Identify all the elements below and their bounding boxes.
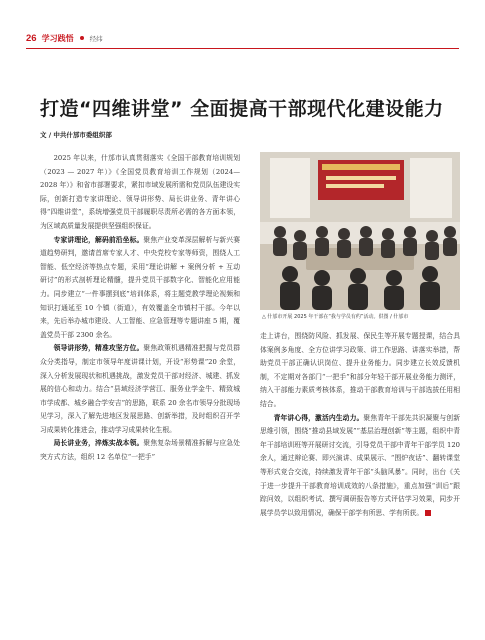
article-byline: 文 / 中共什邡市委组织部 <box>40 131 112 139</box>
meeting-photo <box>260 152 460 310</box>
page-number: 26 <box>26 32 37 44</box>
paragraph-lead: 专家讲理论，解码前沿坐标。 <box>53 235 144 244</box>
running-header <box>26 30 103 46</box>
section-name: 经纬 <box>89 34 103 43</box>
paragraph: 专家讲理论，解码前沿坐标。聚焦产业变革深层解析与新兴赛道趋势研判，邀请首席专家人才、中央党校专家等师资，围绕人工智能、低空经济等热点专题，采用“理论讲解 + 案例分析 + 互动研讨”的形式剖析理论精髓，提升党员干部数字化、智能化应用能力。同步建立“一件事摆到底”培训体系，将主题党教学理论视频和知识打通延至 10 个镇（街道），有效覆盖全市镇村干部。今年以来，先后举办城市建设、人工智能、应急管理等专题讲座 5 期，覆盖党员干部 2300 余名。 <box>40 235 241 339</box>
paragraph-lead: 青年讲心得，激活内生动力。 <box>273 413 364 422</box>
paragraph: 青年讲心得，激活内生动力。聚焦青年干部先共识凝聚与创新思维引领，围绕“推动县域发展”“基层治理创新”等主题，组织中青年干部培训班等开展研讨交流，引导党员干部中青年干部学员 120 余人，通过辩论赛、即兴演讲、成果展示、“围炉夜话”、翻转课堂等形式竞合交流，持续激发青年干部“头脑风暴”。同时，出台《关于进一步提升干部教育培训成效的八条措施》，重点加强“训后”跟踪问效，以组织考试、撰写调研报告等方式评估学习效果，同步开展学员学以致用情况，确保干部学有所思、学有所获。 <box>260 413 461 517</box>
meeting-photo-illustration <box>260 152 460 310</box>
bullet-dot-icon <box>80 36 84 40</box>
paragraph-lead: 领导讲形势，精准攻坚方位。 <box>53 344 144 353</box>
header-divider <box>26 48 459 49</box>
journal-name: 学习践悟 <box>41 33 74 43</box>
end-mark-icon <box>425 510 431 516</box>
article-title: 打造“四维讲堂” 全面提高干部现代化建设能力 <box>40 98 444 120</box>
paragraph-lead: 局长讲业务，淬炼实战本领。 <box>53 439 144 448</box>
paragraph: 2025 年以来，什邡市认真贯彻落实《全国干部教育培训规划（2023 — 2027 年）》《全国党员教育培训工作规划（2024—2028 年）》和省市部署要求，紧扣市域发展所需和党员队伍建设实际，创新打造专家讲理论、领导讲形势、局长讲业务、青年讲心得“四维讲堂”，系统增强党员干部履职尽责所必需的各方面本领，为区域高质量发展提供坚强组织保证。 <box>40 154 240 230</box>
body-column-right <box>260 330 460 520</box>
paragraph: 走上讲台，围绕防风险、抓发展、保民生等开展专题授课，结合具体案例多角度、全方位讲学习政策、讲工作思路、讲落实举措，帮助党员干部正确认识岗位、提升业务能力。同步建立长效反馈机制，不定期对各部门“一把手”和部分年轻干部开展业务能力测评，纳入干部能力素质考核体系，推动干部教育培训与干部选拔任用相结合。 <box>260 332 460 408</box>
paragraph: 领导讲形势，精准攻坚方位。聚焦政策机遇精准把握与党员群众分类指导，制定市领导年度讲课计划，开设“形势课”20 余堂，深入分析发展现状和机遇挑战，激发党员干部对经济、城建、抓发展的信心和动力。结合“县域经济学营江、服务业学金牛、精致城市学成都、城乡融合学安吉”的思路，联系 20 余名市领导分批现场见学习，深入了解先进地区发展思路、创新举措，及时组织召开学习成果转化推进会，推动学习成果转化生根。 <box>40 344 241 434</box>
paragraph: 局长讲业务，淬炼实战本领。聚焦复杂场景精准拆解与应急处突方式方法，组织 12 名单位“一把手” <box>40 439 241 462</box>
photo-caption: △ 什邡市开展 2025 年干部在“我与学员有约”活动。供图 / 什邡市 <box>262 314 409 320</box>
body-column-left <box>40 152 240 465</box>
